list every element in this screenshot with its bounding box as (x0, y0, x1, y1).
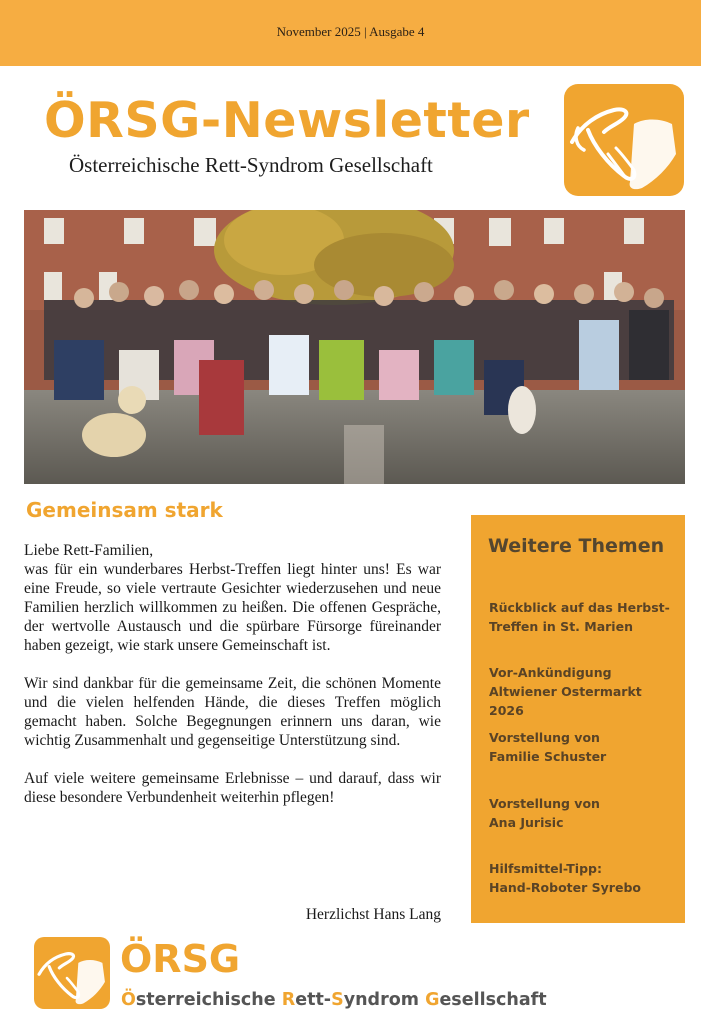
article-heading: Gemeinsam stark (26, 498, 223, 522)
article-paragraph: Wir sind dankbar für die gemeinsame Zeit, die schönen Momente und die vielen helfenden Hände, die dieses Treffen möglich gemacht haben. Solche Begegnungen erinnern uns daran, wie wichtig Zusammenhalt und gegenseitige Unterstützung sind. (24, 675, 441, 749)
sidebar-item-line: Vorstellung von (489, 796, 600, 811)
sidebar-item-line: Familie Schuster (489, 749, 607, 764)
sidebar-item-line: Vor-Ankündigung (489, 665, 612, 680)
holding-hands-icon (34, 937, 110, 1009)
sidebar-item-line: Ana Jurisic (489, 815, 564, 830)
sidebar-item-line: Hand-Roboter Syrebo (489, 880, 641, 895)
article-paragraph: was für ein wunderbares Herbst-Treffen liegt hinter uns! Es war eine Freude, so viele vertraute Gesichter wiederzusehen und neue Familien herzlich willkommen zu heißen. Die offenen Gespräche, der wertvolle Austausch und die spürbare Fürsorge füreinander haben gezeigt, wie stark unsere Gemeinschaft ist. (24, 561, 441, 654)
sidebar-item-line: Vorstellung von (489, 730, 600, 745)
newsletter-title: ÖRSG-Newsletter (44, 92, 530, 149)
sidebar-item-line: Treffen in St. Marien (489, 619, 633, 634)
topics-sidebar (471, 515, 685, 923)
sidebar-item-herbst-treffen (489, 598, 677, 636)
article-paragraph: Auf viele weitere gemeinsame Erlebnisse – und darauf, dass wir diese besondere Verbundenheit weiterhin pflegen! (24, 770, 441, 806)
holding-hands-icon (564, 84, 684, 196)
sidebar-item-ana-jurisic (489, 794, 677, 832)
sidebar-item-familie-schuster (489, 728, 677, 766)
sidebar-title: Weitere Themen (488, 535, 665, 557)
organization-subtitle: Österreichische Rett-Syndrom Gesellschaft (69, 153, 433, 177)
sidebar-item-hilfsmittel-tipp (489, 859, 677, 897)
sidebar-item-line: Altwiener Ostermarkt 2026 (489, 684, 642, 718)
sidebar-item-line: Rückblick auf das Herbst- (489, 600, 670, 615)
footer-abbreviation: ÖRSG (120, 937, 241, 981)
article-body (24, 541, 441, 826)
sidebar-item-line: Hilfsmittel-Tipp: (489, 861, 602, 876)
footer-organization-name: Österreichische Rett-Syndrom Gesellschaft (121, 990, 547, 1010)
sidebar-item-ostermarkt (489, 663, 677, 720)
group-photo (24, 210, 685, 484)
article-greeting: Liebe Rett-Familien, (24, 542, 154, 559)
issue-line: November 2025 | Ausgabe 4 (276, 24, 425, 39)
article-signoff: Herzlichst Hans Lang (305, 906, 441, 923)
